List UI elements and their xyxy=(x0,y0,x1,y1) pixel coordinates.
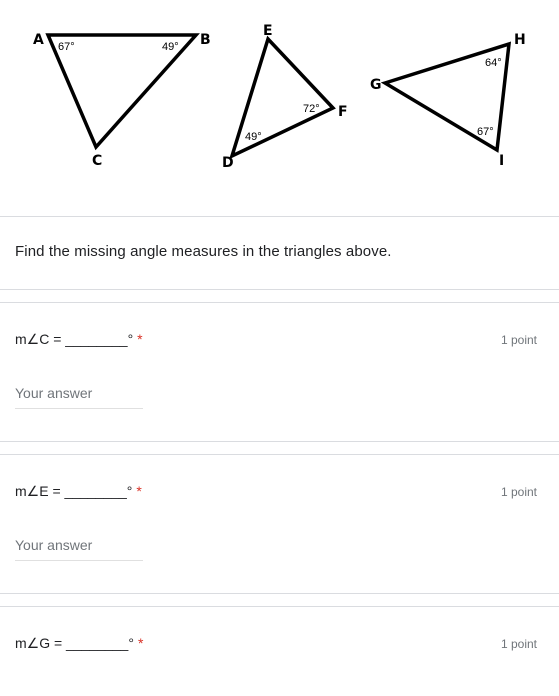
angle-label-h: 64° xyxy=(485,57,502,69)
angle-label-f: 72° xyxy=(303,103,320,115)
instruction-text: Find the missing angle measures in the triangles above. xyxy=(15,243,392,260)
points-label: 1 point xyxy=(500,485,537,499)
question-title-text: m∠G = ________° xyxy=(15,635,134,651)
vertex-label-b: B xyxy=(200,32,211,48)
required-asterisk: * xyxy=(137,331,143,347)
question-title-text: m∠C = ________° xyxy=(15,331,134,347)
angle-label-a: 67° xyxy=(58,41,75,53)
required-asterisk: * xyxy=(136,483,142,499)
angle-label-i: 67° xyxy=(477,126,494,138)
question-card-g xyxy=(0,606,559,696)
vertex-label-i: I xyxy=(499,153,505,169)
answer-input-e[interactable] xyxy=(15,533,143,561)
question-card-c xyxy=(0,302,559,442)
question-title xyxy=(15,331,143,348)
points-label: 1 point xyxy=(500,637,537,651)
instruction-card xyxy=(0,216,559,290)
points-label: 1 point xyxy=(500,333,537,347)
vertex-label-c: C xyxy=(92,153,103,169)
question-title xyxy=(15,483,142,500)
vertex-label-f: F xyxy=(338,104,348,120)
triangles-figure xyxy=(0,0,559,204)
vertex-label-h: H xyxy=(514,32,526,48)
question-title xyxy=(15,635,143,652)
answer-input-c[interactable] xyxy=(15,381,143,409)
vertex-label-e: E xyxy=(263,23,273,39)
required-asterisk: * xyxy=(137,635,144,651)
vertex-label-g: G xyxy=(370,77,382,93)
angle-label-d: 49° xyxy=(245,131,262,143)
triangles-diagram xyxy=(0,0,559,204)
vertex-label-a: A xyxy=(33,32,44,48)
angle-label-b: 49° xyxy=(162,41,179,53)
question-title-text: m∠E = ________° xyxy=(15,483,133,499)
vertex-label-d: D xyxy=(222,155,234,171)
question-card-e xyxy=(0,454,559,594)
